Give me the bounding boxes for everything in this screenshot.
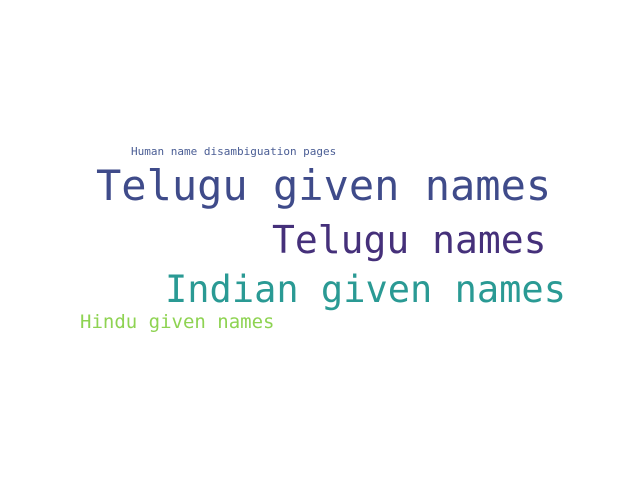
word-telugu-names: Telugu names <box>272 218 547 262</box>
word-human-name-disambiguation-pages: Human name disambiguation pages <box>131 145 337 158</box>
word-hindu-given-names: Hindu given names <box>80 311 275 333</box>
word-indian-given-names: Indian given names <box>165 268 566 311</box>
word-telugu-given-names: Telugu given names <box>96 161 552 210</box>
